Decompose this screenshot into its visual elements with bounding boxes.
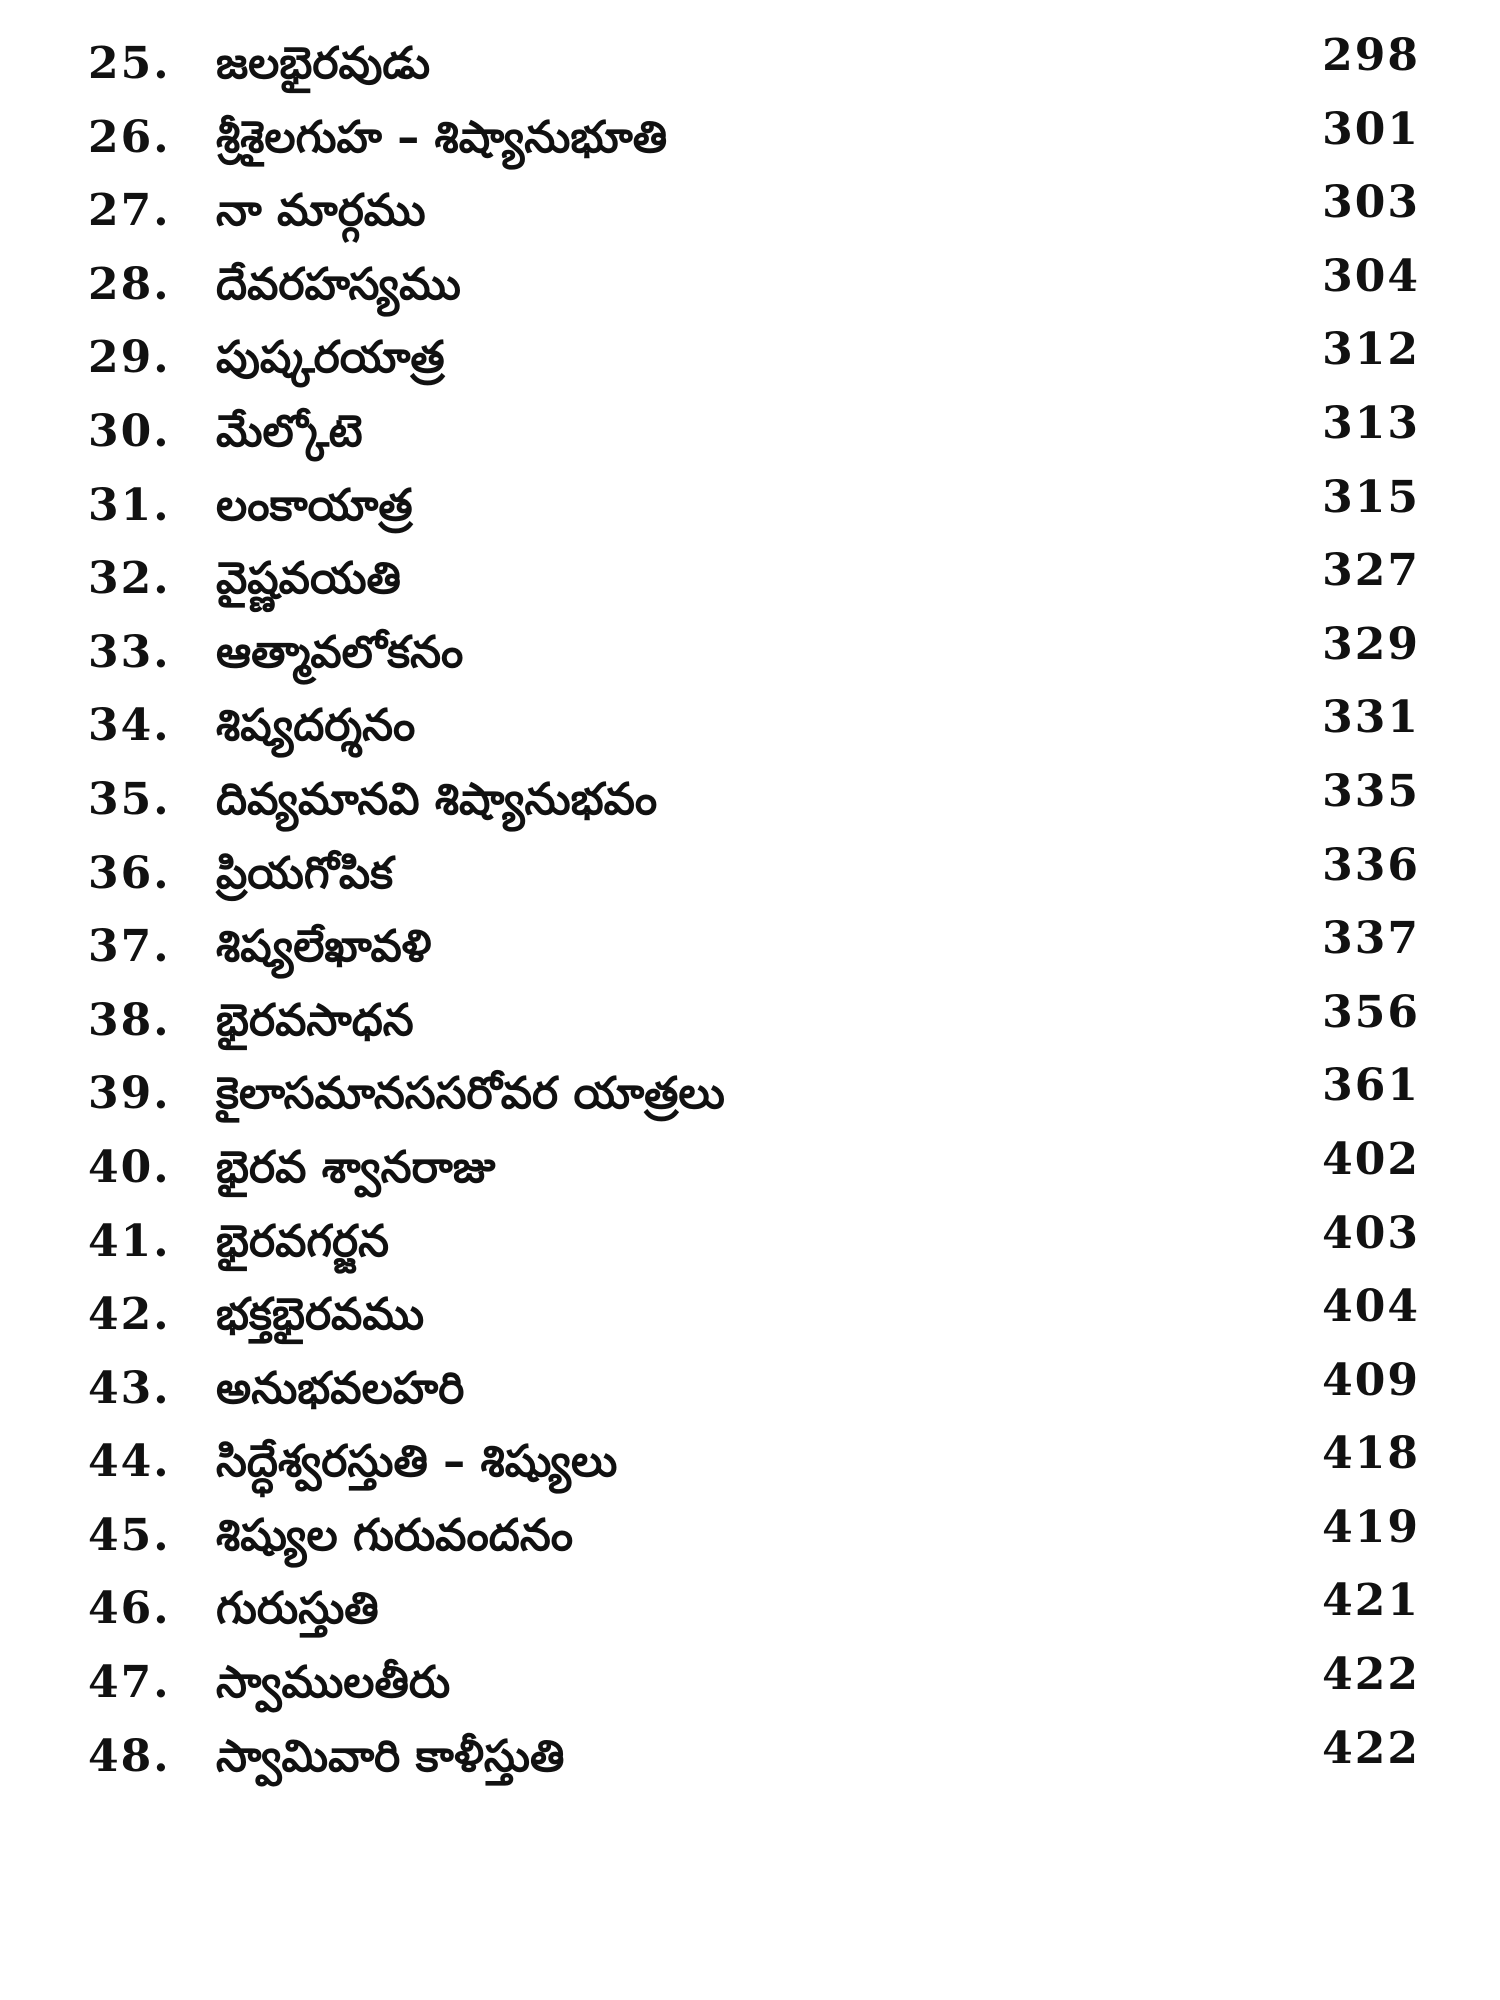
- toc-entry-number: 43.: [88, 1362, 171, 1414]
- toc-entry-page: 331: [1322, 692, 1420, 744]
- toc-entry-title: భైరవ శ్వానరాజు: [216, 1141, 496, 1193]
- toc-entry-title: ప్రియగోపిక: [216, 847, 394, 899]
- toc-row: [0, 322, 1500, 396]
- toc-entry-title: జలభైరవుడు: [216, 38, 431, 89]
- toc-entry-page: 301: [1322, 103, 1420, 155]
- toc-entry-number: 45.: [88, 1509, 171, 1561]
- toc-entry-page: 329: [1322, 618, 1420, 670]
- toc-row: [0, 1058, 1500, 1132]
- toc-entry-number: 41.: [88, 1215, 171, 1267]
- toc-entry-title: దివ్యమానవి శిష్యానుభవం: [216, 773, 658, 825]
- toc-entry-title: శిష్యలేఖావళి: [216, 921, 432, 973]
- toc-entry-number: 25.: [88, 38, 171, 89]
- toc-entry-page: 327: [1322, 545, 1420, 597]
- toc-row: [0, 1500, 1500, 1574]
- toc-entry-title: దేవరహస్యము: [216, 258, 461, 310]
- toc-entry-title: అనుభవలహరి: [216, 1362, 465, 1414]
- toc-entry-title: శిష్యుల గురువందనం: [216, 1509, 574, 1561]
- toc-row: [0, 1647, 1500, 1721]
- toc-entry-number: 35.: [88, 773, 171, 825]
- toc-entry-number: 39.: [88, 1068, 171, 1120]
- toc-row: [0, 470, 1500, 544]
- toc-row: [0, 838, 1500, 912]
- toc-entry-title: నా మార్గము: [216, 185, 426, 237]
- toc-entry-number: 34.: [88, 700, 171, 752]
- toc-row: [0, 1279, 1500, 1353]
- toc-entry-page: 312: [1322, 324, 1420, 376]
- toc-entry-number: 28.: [88, 258, 171, 310]
- toc-entry-number: 33.: [88, 626, 171, 678]
- toc-entry-title: భైరవగర్జన: [216, 1215, 390, 1267]
- toc-entry-number: 46.: [88, 1583, 171, 1635]
- toc-row: [0, 1721, 1500, 1795]
- toc-row: [0, 911, 1500, 985]
- toc-row: [0, 249, 1500, 323]
- toc-entry-page: 421: [1322, 1575, 1420, 1627]
- toc-row: [0, 396, 1500, 470]
- toc-row: [0, 1573, 1500, 1647]
- toc-entry-title: శిష్యదర్శనం: [216, 700, 416, 752]
- toc-row: [0, 985, 1500, 1059]
- toc-row: [0, 690, 1500, 764]
- toc-entry-title: వైష్ణవయతి: [216, 553, 401, 605]
- toc-entry-page: 335: [1322, 765, 1420, 817]
- toc-entry-number: 31.: [88, 479, 171, 531]
- toc-entry-number: 27.: [88, 185, 171, 237]
- toc-entry-page: 403: [1322, 1207, 1420, 1259]
- toc-entry-number: 32.: [88, 553, 171, 605]
- toc-entry-title: కైలాసమానససరోవర యాత్రలు: [216, 1068, 725, 1120]
- toc-entry-number: 44.: [88, 1436, 171, 1488]
- toc-entry-title: భైరవసాధన: [216, 994, 414, 1046]
- toc-entry-page: 337: [1322, 913, 1420, 965]
- toc-row: [0, 102, 1500, 176]
- toc-entry-number: 48.: [88, 1730, 171, 1782]
- toc-entry-number: 29.: [88, 332, 171, 384]
- toc-entry-title: పుష్కరయాత్ర: [216, 332, 445, 384]
- toc-entry-title: ఆత్మావలోకనం: [216, 626, 464, 678]
- toc-entry-page: 356: [1322, 986, 1420, 1038]
- toc-entry-page: 404: [1322, 1281, 1420, 1333]
- toc-entry-number: 26.: [88, 111, 171, 163]
- toc-row: [0, 28, 1500, 102]
- toc-entry-number: 30.: [88, 405, 171, 457]
- toc-entry-page: 418: [1322, 1428, 1420, 1480]
- toc-entry-number: 40.: [88, 1141, 171, 1193]
- toc-entry-number: 47.: [88, 1657, 171, 1709]
- toc-entry-page: 409: [1322, 1354, 1420, 1406]
- table-of-contents: [0, 28, 1500, 1794]
- toc-entry-page: 422: [1322, 1722, 1420, 1774]
- toc-row: [0, 543, 1500, 617]
- toc-entry-title: గురుస్తుతి: [216, 1583, 379, 1635]
- toc-row: [0, 1206, 1500, 1280]
- toc-entry-title: స్వామివారి కాళీస్తుతి: [216, 1730, 565, 1782]
- toc-entry-title: శ్రీశైలగుహ – శిష్యానుభూతి: [216, 111, 668, 163]
- toc-row: [0, 764, 1500, 838]
- toc-entry-page: 304: [1322, 250, 1420, 302]
- toc-entry-page: 402: [1322, 1133, 1420, 1185]
- toc-entry-number: 36.: [88, 847, 171, 899]
- toc-entry-title: భక్తభైరవము: [216, 1289, 425, 1341]
- toc-entry-title: సిద్ధేశ్వరస్తుతి – శిష్యులు: [216, 1436, 618, 1488]
- toc-entry-number: 38.: [88, 994, 171, 1046]
- toc-entry-page: 422: [1322, 1649, 1420, 1701]
- toc-row: [0, 175, 1500, 249]
- toc-row: [0, 617, 1500, 691]
- toc-entry-title: స్వాములతీరు: [216, 1657, 451, 1709]
- toc-entry-title: మేల్కోటె: [216, 405, 363, 457]
- toc-entry-page: 361: [1322, 1060, 1420, 1112]
- toc-entry-page: 298: [1322, 30, 1420, 81]
- toc-entry-page: 313: [1322, 397, 1420, 449]
- toc-entry-page: 303: [1322, 177, 1420, 229]
- toc-row: [0, 1426, 1500, 1500]
- toc-entry-page: 419: [1322, 1501, 1420, 1553]
- toc-row: [0, 1132, 1500, 1206]
- toc-entry-page: 315: [1322, 471, 1420, 523]
- toc-entry-page: 336: [1322, 839, 1420, 891]
- toc-entry-number: 37.: [88, 921, 171, 973]
- toc-entry-title: లంకాయాత్ర: [216, 479, 413, 531]
- toc-row: [0, 1353, 1500, 1427]
- toc-entry-number: 42.: [88, 1289, 171, 1341]
